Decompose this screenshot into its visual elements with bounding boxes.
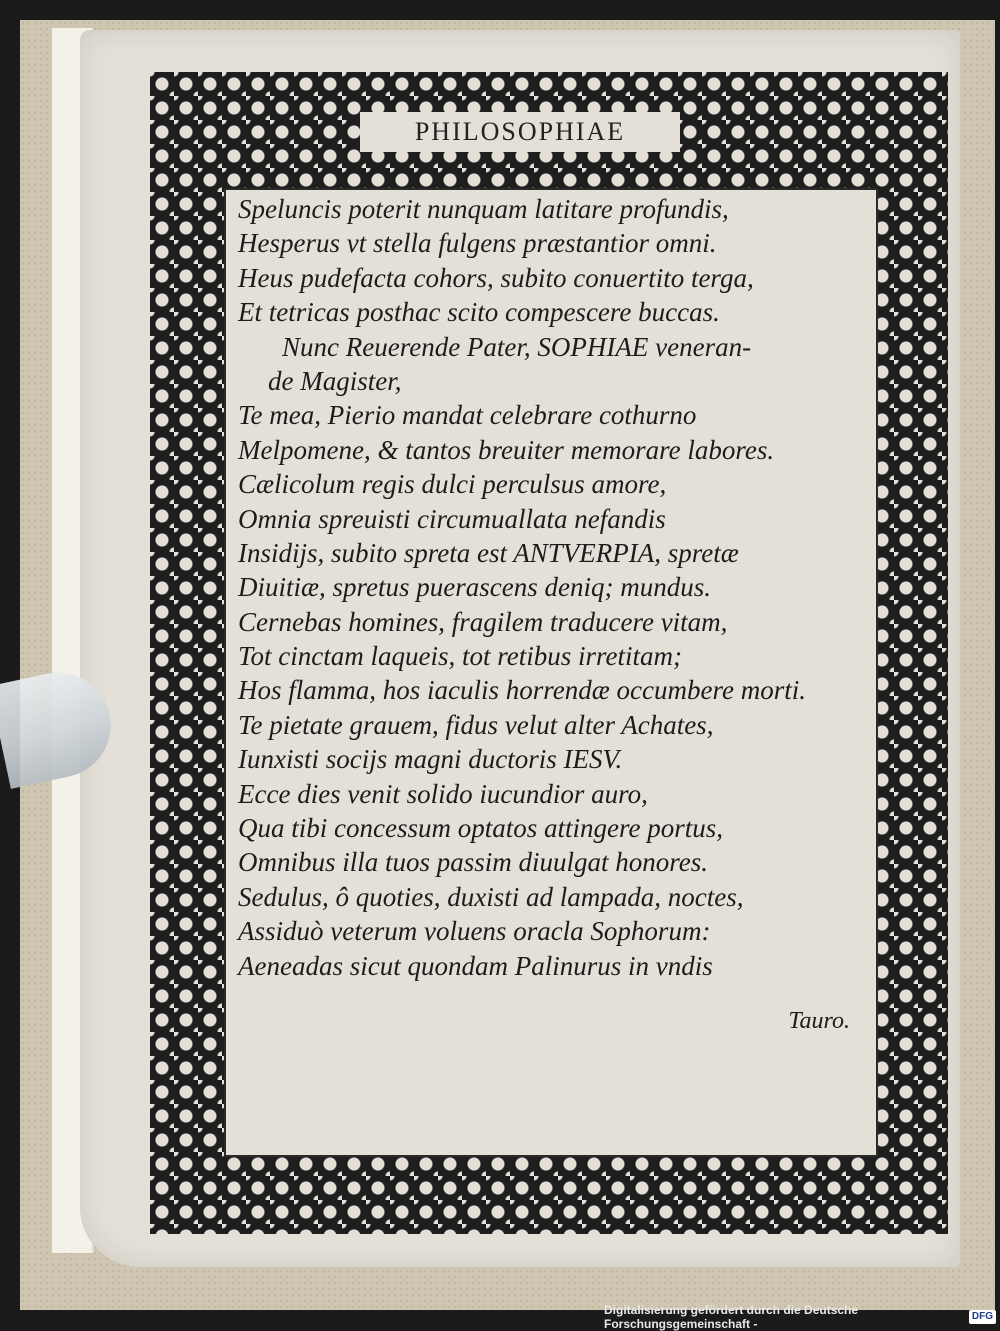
verse-line: Cælicolum regis dulci perculsus amore, — [238, 469, 667, 500]
verse-line: Et tetricas posthac scito compescere buccas. — [238, 297, 720, 328]
verse-line: Insidijs, subito spreta est ANTVERPIA, spretæ — [238, 537, 739, 568]
verse-line: Iunxisti socijs magni ductoris IESV. — [238, 744, 623, 775]
verse-line: Melpomene, & tantos breuiter memorare labores. — [238, 434, 775, 465]
catchword: Tauro. — [788, 1008, 850, 1034]
verse-line: Omnia spreuisti circumuallata nefandis — [238, 503, 666, 534]
verse-line: Diuitiæ, spretus puerascens deniq; mundus. — [238, 572, 711, 603]
verse-line: Heus pudefacta cohors, subito conuertito terga, — [238, 262, 754, 293]
verse-line: Te mea, Pierio mandat celebrare cothurno — [238, 400, 697, 431]
verse-line: Nunc Reuerende Pater, SOPHIAE veneran- — [282, 331, 752, 362]
verse-line: Hos flamma, hos iaculis horrendæ occumbere morti. — [238, 675, 806, 706]
verse-line: Speluncis poterit nunquam latitare profundis, — [238, 194, 729, 224]
footer-credit: Digitalisierung gefördert durch die Deutsche Forschungsgemeinschaft - — [604, 1303, 859, 1331]
verse-line: Omnibus illa tuos passim diuulgat honores. — [238, 847, 709, 878]
verse-line: Assiduò veterum voluens oracla Sophorum: — [238, 916, 711, 947]
verse-line: Te pietate grauem, fidus velut alter Achates, — [238, 709, 714, 740]
verse-line: Sedulus, ô quoties, duxisti ad lampada, noctes, — [238, 881, 744, 912]
verse-line: Cernebas homines, fragilem traducere vitam, — [238, 606, 728, 637]
running-header: PHILOSOPHIAE — [360, 112, 680, 152]
verse-line: Tot cinctam laqueis, tot retibus irretitam; — [238, 641, 682, 672]
poem-text — [238, 192, 868, 983]
verse-line: Hesperus vt stella fulgens præstantior omni. — [238, 228, 717, 259]
verse-line: de Magister, — [268, 365, 402, 396]
digitization-footer — [604, 1303, 996, 1331]
verse-line: Aeneadas sicut quondam Palinurus in vndis — [238, 950, 713, 981]
dfg-logo: DFG — [969, 1310, 996, 1324]
verse-line: Ecce dies venit solido iucundior auro, — [238, 778, 648, 809]
verse-line: Qua tibi concessum optatos attingere portus, — [238, 813, 723, 844]
